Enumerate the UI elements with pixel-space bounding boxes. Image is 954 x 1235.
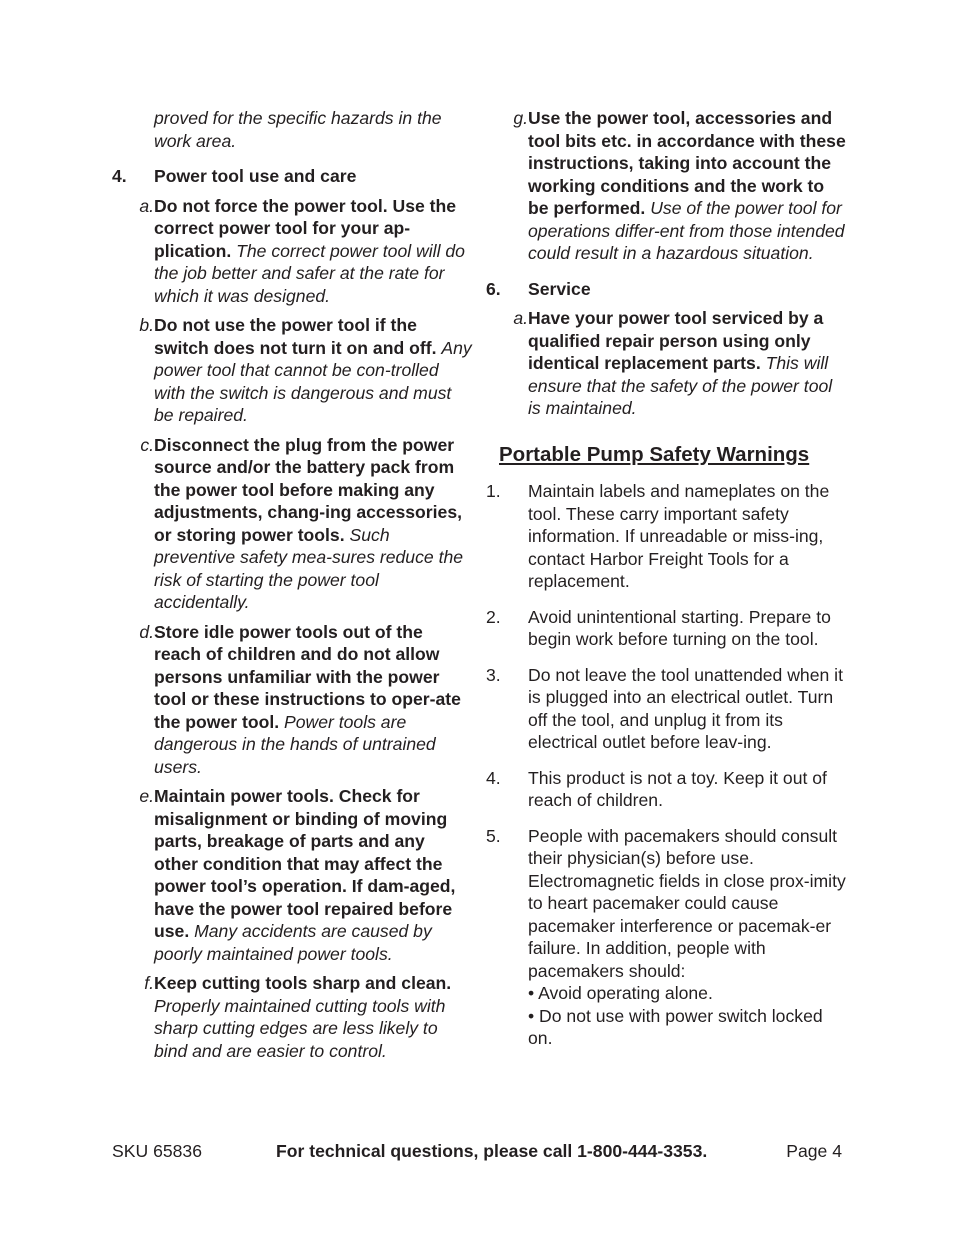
item-explanation: Any power tool that cannot be con-trolled with the switch is dangerous and must be repaired. bbox=[154, 337, 472, 425]
bullet-item: • Do not use with power switch locked on. bbox=[528, 1005, 823, 1048]
section-number: 4. bbox=[112, 166, 127, 186]
item-letter: a. bbox=[513, 308, 528, 328]
warning-item bbox=[486, 767, 846, 812]
heading-wrapper bbox=[486, 444, 846, 467]
warning-text: This product is not a toy. Keep it out of reach of children. bbox=[528, 767, 827, 810]
tech-support-line: For technical questions, please call 1-800-444-3353. bbox=[276, 1141, 708, 1161]
item-explanation: Many accidents are caused by poorly maintained power tools. bbox=[154, 921, 432, 964]
bullet-item: • Avoid operating alone. bbox=[528, 983, 713, 1003]
list-item bbox=[112, 621, 472, 779]
item-explanation: Properly maintained cutting tools with sharp cutting edges are less likely to bind and are easier to control. bbox=[154, 995, 446, 1061]
item-instruction: Disconnect the plug from the power source and/or the battery pack from the power tool before making any adjustments, chang-ing accessories, or storing power tools. bbox=[154, 434, 462, 545]
left-column bbox=[112, 107, 472, 1062]
right-column bbox=[486, 107, 846, 1050]
warning-text: People with pacemakers should consult their physician(s) before use. Electromagnetic fields in close prox-imity to heart pacemaker could cause pacemaker interference or pacemak-er failure. In addition, people with pacemakers should: bbox=[528, 825, 846, 981]
item-instruction: Keep cutting tools sharp and clean. bbox=[154, 973, 452, 993]
item-explanation: This will ensure that the safety of the power tool is maintained. bbox=[528, 353, 833, 418]
list-item bbox=[112, 195, 472, 308]
section-number: 6. bbox=[486, 278, 501, 299]
warning-text: Maintain labels and nameplates on the tool. These carry important safety information. If unreadable or miss-ing, contact Harbor Freight Tools for a replacement. bbox=[528, 481, 830, 591]
warning-item bbox=[486, 480, 846, 593]
list-item bbox=[486, 107, 846, 265]
list-item bbox=[112, 434, 472, 614]
item-letter: b. bbox=[139, 315, 154, 335]
item-explanation: The correct power tool will do the job better and safer at the rate for which it was designed. bbox=[154, 240, 465, 306]
sku-label: SKU 65836 bbox=[112, 1141, 202, 1161]
list-item bbox=[112, 314, 472, 427]
item-instruction: Maintain power tools. Check for misalignment or binding of moving parts, breakage of parts and any other condition that may affect the power tool’s operation. If dam-aged, have the power tool repaired before use. bbox=[154, 786, 456, 941]
item-letter: a. bbox=[139, 195, 154, 216]
warnings-heading: Portable Pump Safety Warnings bbox=[499, 442, 810, 466]
item-instruction: Do not use the power tool if the switch does not turn it on and off. bbox=[154, 315, 437, 358]
list-item bbox=[112, 785, 472, 965]
warning-text: Do not leave the tool unattended when it is plugged into an electrical outlet. Turn off the tool, and unplug it from its electrical outlet before leav-ing. bbox=[528, 664, 843, 752]
warning-item bbox=[486, 664, 846, 754]
section-heading bbox=[486, 278, 846, 301]
item-letter: d. bbox=[139, 621, 154, 642]
item-letter: e. bbox=[139, 786, 154, 806]
warning-number: 1. bbox=[486, 481, 501, 501]
page-number: Page 4 bbox=[786, 1141, 842, 1161]
warning-item bbox=[486, 606, 846, 651]
item-explanation: Use of the power tool for operations differ-ent from those intended could result in a hazardous situation. bbox=[528, 198, 845, 263]
item-letter: f. bbox=[144, 973, 154, 993]
item-instruction: Have your power tool serviced by a qualified repair person using only identical replacement parts. bbox=[528, 308, 824, 373]
warning-item bbox=[486, 825, 846, 1050]
item-letter: c. bbox=[140, 434, 154, 455]
item-explanation: Power tools are dangerous in the hands of untrained users. bbox=[154, 711, 436, 777]
section-heading bbox=[112, 165, 472, 188]
item-letter: g. bbox=[513, 108, 528, 128]
list-item bbox=[486, 307, 846, 420]
warning-text: Avoid unintentional starting. Prepare to begin work before turning on the tool. bbox=[528, 606, 831, 649]
section-title: Service bbox=[528, 278, 591, 299]
item-instruction: Do not force the power tool. Use the correct power tool for your ap-plication. bbox=[154, 195, 457, 261]
list-item bbox=[112, 972, 472, 1062]
item-explanation: Such preventive safety mea-sures reduce the risk of starting the power tool accidentally. bbox=[154, 524, 464, 612]
warning-number: 4. bbox=[486, 767, 501, 788]
warning-number: 3. bbox=[486, 664, 501, 685]
continued-text: proved for the specific hazards in the work area. bbox=[154, 108, 442, 151]
warning-number: 5. bbox=[486, 825, 501, 846]
section-title: Power tool use and care bbox=[154, 166, 357, 186]
page-footer bbox=[112, 1140, 842, 1163]
item-instruction: Use the power tool, accessories and tool bits etc. in accordance with these instructions, taking into account the working conditions and the work to be performed. bbox=[528, 108, 846, 218]
warning-number: 2. bbox=[486, 606, 501, 627]
item-instruction: Store idle power tools out of the reach of children and do not allow persons unfamiliar with the power tool or these instructions to oper-ate the power tool. bbox=[154, 621, 461, 732]
